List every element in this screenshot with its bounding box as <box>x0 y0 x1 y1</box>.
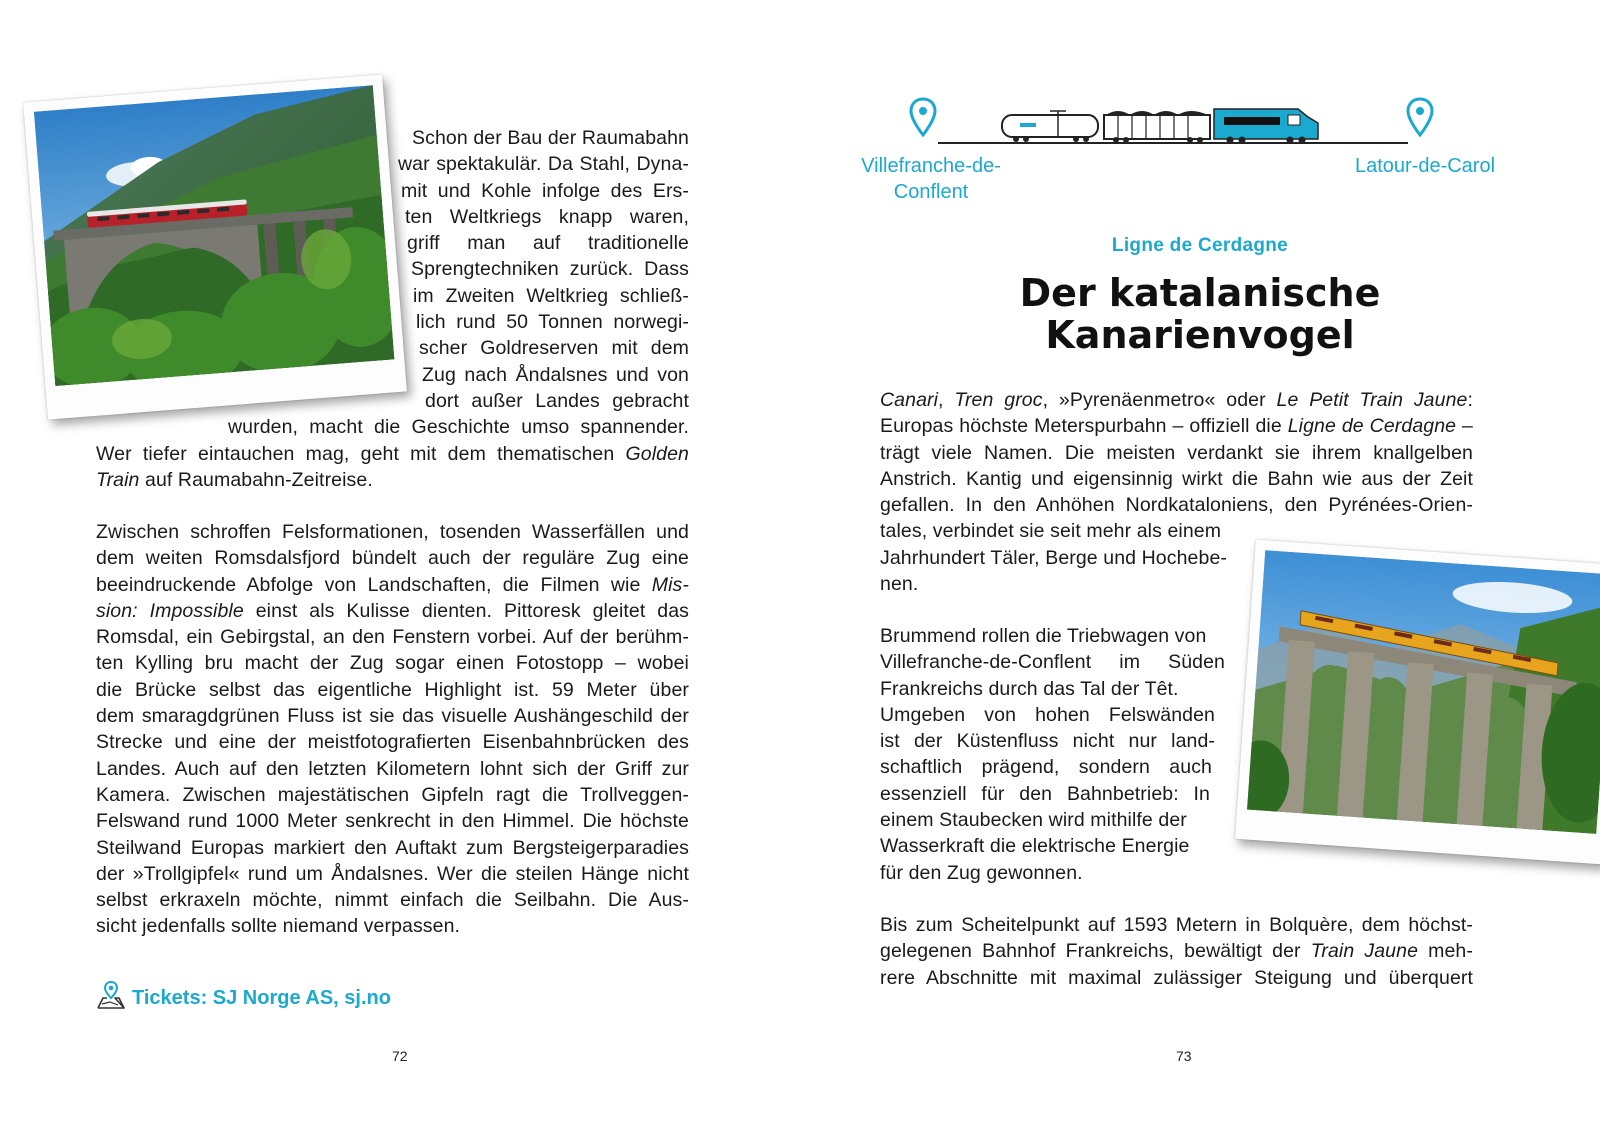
text-line: Schon der Bau der Raumabahn <box>412 127 689 149</box>
text-line: Sprengtechniken zurück. Dass <box>411 258 689 281</box>
text-line: nen. <box>880 573 919 596</box>
text-line: ist der Küstenfluss nicht nur land- <box>880 730 1215 753</box>
text-line: Zwischen schroffen Felsformationen, tosenden Wasserfällen und <box>96 521 689 543</box>
text-line: Villefranche-de-Conflent im Süden <box>880 651 1225 674</box>
text-line: rere Abschnitte mit maximal zulässiger Steigung und überquert <box>880 966 1473 989</box>
text-line: gelegenen Bahnhof Frankreichs, bewältigt der Train Jaune meh- <box>880 940 1473 963</box>
page-title <box>800 272 1600 356</box>
text-line: Landes. Auch auf den letzten Kilometern lohnt sich der Griff zur <box>96 757 689 780</box>
text-line: Romsdal, ein Gebirgstal, an den Fenstern vorbei. Auf der berühm- <box>96 626 689 649</box>
text-line: einem Staubecken wird mithilfe der <box>880 809 1187 832</box>
text-line: Wer tiefer eintauchen mag, geht mit dem thematischen Golden <box>96 442 689 465</box>
text-line: trägt viele Namen. Die meisten verdankt sie ihrem knallgelben <box>880 441 1473 464</box>
text-line: wurden, macht die Geschichte umso spannender. <box>228 416 689 439</box>
text-line: Frankreichs durch das Tal der Têt. <box>880 677 1179 700</box>
text-line: Jahrhundert Täler, Berge und Hochebe- <box>880 546 1227 569</box>
route-subtitle: Ligne de Cerdagne <box>1111 235 1289 256</box>
text-line: sicht jedenfalls sollte niemand verpassen. <box>96 915 461 938</box>
text-line: Umgeben von hohen Felswänden <box>880 703 1215 726</box>
text-line: essenziell für den Bahnbetrieb: In <box>880 782 1210 805</box>
text-line: ten Weltkriegs knapp waren, <box>405 205 689 228</box>
text-line: Zug nach Åndalsnes und von <box>422 363 689 386</box>
paragraph-raumabahn-history <box>96 125 689 493</box>
text-line: griff man auf traditionelle <box>407 232 689 255</box>
text-line: der »Trollgipfel« rund um Åndalsnes. Wer die steilen Hänge nicht <box>96 862 689 885</box>
photo-yellow-train-viaduct <box>1235 539 1600 864</box>
text-line: Steilwand Europas markiert den Auftakt zum Bergsteigerparadies <box>96 836 689 859</box>
text-line: für den Zug gewonnen. <box>880 861 1083 884</box>
text-line: scher Goldreserven mit dem <box>419 337 689 360</box>
station-end: Latour-de-Carol <box>1354 155 1496 177</box>
text-line: sion: Impossible einst als Kulisse dienten. Pittoresk gleitet das <box>96 599 689 622</box>
title-line: Der katalanische <box>1019 271 1381 315</box>
map-pin-icon <box>1405 97 1435 144</box>
text-line: Strecke und eine der meistfotografierten Eisenbahnbrücken des <box>96 731 689 754</box>
text-line: Train auf Raumabahn-Zeitreise. <box>96 468 373 491</box>
text-line: im Zweiten Weltkrieg schließ- <box>413 284 689 307</box>
text-line: die Brücke selbst das eigentliche Highlight ist. 59 Meter über <box>96 678 689 701</box>
text-line: dem smaragdgrünen Fluss ist sie das visuelle Aushängeschild der <box>96 705 689 728</box>
page-number: 73 <box>1176 1048 1192 1064</box>
text-line: beeindruckende Abfolge von Landschaften, die Filmen wie Mis- <box>96 573 689 596</box>
text-line: Anstrich. Kantig und eigensinnig wirkt die Bahn wie aus der Zeit <box>880 467 1473 490</box>
tickets-info <box>96 980 391 1016</box>
text-line: dem weiten Romsdalsfjord bündelt auch der reguläre Zug eine <box>96 547 689 570</box>
text-line: mit und Kohle infolge des Ers- <box>401 179 689 202</box>
paragraph-bolquere <box>880 912 1473 991</box>
station-start-line: Villefranche-de- <box>861 155 1001 177</box>
text-line: ten Kylling bru macht der Zug sogar einen Fotostopp – wobei <box>96 652 689 675</box>
text-line: selbst erkraxeln möchte, nimmt einfach die Seilbahn. Die Aus- <box>96 889 689 912</box>
page-number: 72 <box>392 1048 408 1064</box>
route-header <box>800 95 1600 155</box>
text-line: dort außer Landes gebracht <box>425 389 689 412</box>
text-line: lich rund 50 Tonnen norwegi- <box>416 311 689 334</box>
text-line: gefallen. In den Anhöhen Nordkataloniens, den Pyrénées-Orien- <box>880 494 1473 517</box>
text-line: tales, verbindet sie seit mehr als einem <box>880 520 1222 543</box>
title-line: Kanarienvogel <box>1045 313 1355 357</box>
station-start <box>856 153 1006 205</box>
text-line: Kamera. Zwischen majestätischen Gipfeln ragt die Trollveggen- <box>96 783 689 806</box>
map-pin-icon <box>908 97 938 144</box>
text-line: Brummend rollen die Triebwagen von <box>880 625 1207 647</box>
text-line: war spektakulär. Da Stahl, Dyna- <box>398 153 689 176</box>
text-line: Felswand rund 1000 Meter senkrecht in den Himmel. Die höchste <box>96 810 689 833</box>
train-illustration <box>938 103 1408 150</box>
paragraph-romsdal <box>96 519 689 940</box>
tickets-text: Tickets: SJ Norge AS, sj.no <box>132 986 391 1009</box>
text-line: Bis zum Scheitelpunkt auf 1593 Metern in Bolquère, dem höchst- <box>880 914 1473 936</box>
station-start-line: Conflent <box>893 181 969 203</box>
text-line: Canari, Tren groc, »Pyrenäenmetro« oder Le Petit Train Jaune: <box>880 389 1473 411</box>
text-line: Europas höchste Meterspurbahn – offiziell die Ligne de Cerdagne – <box>880 415 1473 438</box>
text-line: schaftlich prägend, sondern auch <box>880 756 1212 779</box>
map-location-icon <box>96 980 126 1016</box>
paragraph-tet-valley <box>880 623 1225 886</box>
right-page <box>800 0 1600 1135</box>
text-line: Wasserkraft die elektrische Energie <box>880 835 1190 858</box>
